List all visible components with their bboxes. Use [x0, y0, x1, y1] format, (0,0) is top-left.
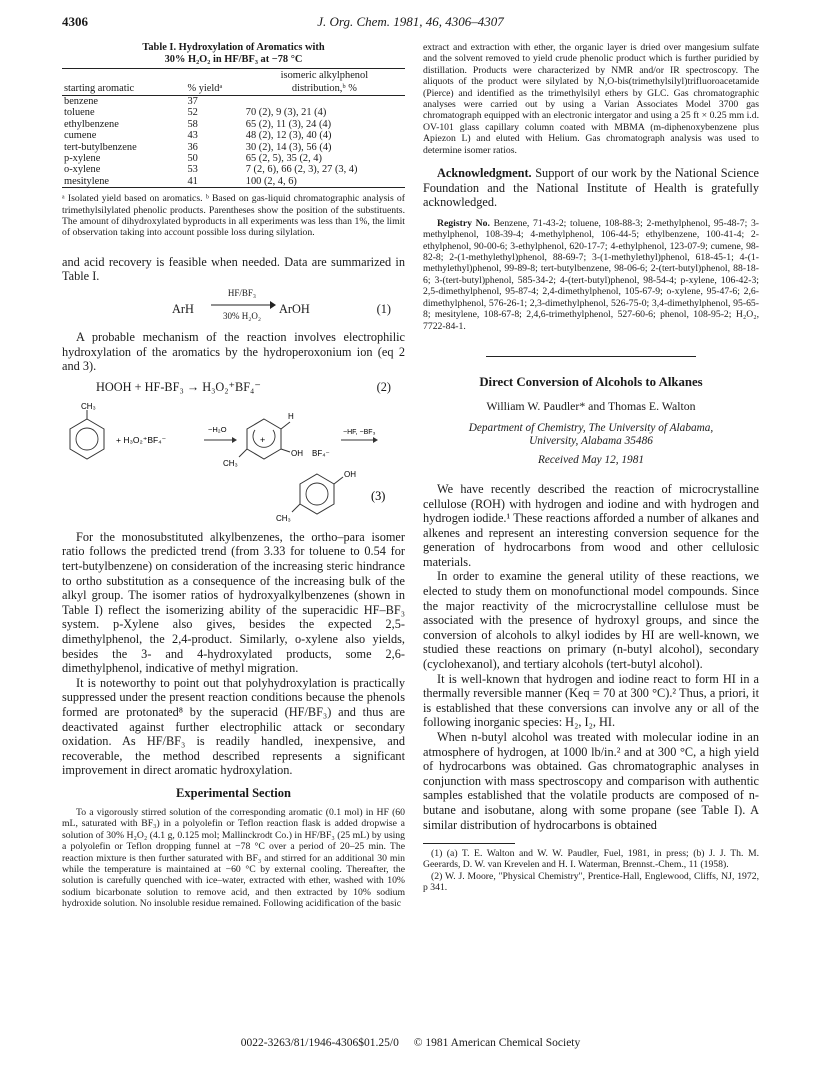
col-header-distribution: distribution,ᵇ % [244, 82, 405, 96]
paragraph: and acid recovery is feasible when needed. Data are summarized in Table I. [62, 254, 405, 284]
table-row [62, 96, 405, 108]
cresol-product-structure [276, 470, 356, 523]
table-1 [62, 68, 405, 188]
table-cell-dist: 65 (2, 5), 35 (2, 4) [245, 153, 322, 165]
table-cell-aromatic: cumene [64, 130, 97, 142]
table-row [62, 119, 405, 130]
paragraph: A probable mechanism of the reaction involves electrophilic hydroxylation of the aromatics by the hydroperoxonium ion (eq 2 and 3). [62, 330, 405, 374]
table-cell-aromatic: benzene [64, 96, 99, 107]
table-row [62, 153, 405, 164]
svg-text:CH₃: CH₃ [223, 458, 238, 468]
table-row [62, 164, 405, 175]
journal-citation: J. Org. Chem. 1981, 46, 4306–4307 [317, 14, 504, 29]
svg-text:OH: OH [291, 448, 303, 458]
toluene-structure [70, 402, 104, 459]
table-cell-aromatic: o-xylene [64, 164, 101, 176]
svg-text:CH₃: CH₃ [276, 513, 291, 523]
table-row [62, 107, 405, 118]
acknowledgment-heading: Acknowledgment. [437, 166, 532, 181]
arrow-icon [341, 437, 378, 443]
equation-2: HOOH + HF-BF₃ → H₃O₂⁺BF₄⁻ (2) [96, 379, 391, 394]
affiliation: Department of Chemistry, The University of Alabama, University, Alabama 35486 [468, 421, 714, 447]
table-cell-yield: 43 [187, 130, 198, 142]
table-cell-dist: 30 (2), 14 (3), 56 (4) [245, 141, 332, 153]
paragraph: We have recently described the reaction of microcrystalline cellulose (ROH) with hydrogen and iodine and with hydrogen and hydrogen iodide.¹ These reactions afforded a number of alkanes and alkenes and represent an interesting conversion sequence for the generation of hydrocarbons from wood and other cellulosic materials. [423, 481, 759, 569]
table-cell-dist [244, 96, 405, 108]
article-code: 0022-3263/81/1946-4306$01.25/0 [240, 1037, 399, 1049]
table-cell-aromatic: p-xylene [64, 153, 101, 165]
arenium-ion-structure [223, 412, 330, 468]
acknowledgment: Acknowledgment. Support of our work by the National Science Foundation and the National Institute of Health is gratefully acknowledged. [423, 166, 759, 210]
table-cell-aromatic: toluene [64, 107, 95, 119]
received-date: Received May 12, 1981 [537, 453, 645, 466]
paragraph: It is noteworthy to point out that polyhydroxylation is practically suppressed under the present reaction conditions because the phenols formed are protonated⁸ by the superacid (HF/BF₃) and thus are deactivated against further electrophilic attack or secondary oxidation. As HF/BF₃ is readily handled, inexpensive, and recoverable, the method described represents a significant improvement in direct aromatic hydroxylation. [62, 675, 405, 778]
copyright: © 1981 American Chemical Society [413, 1037, 581, 1049]
right-column [423, 42, 759, 893]
table-cell-yield: 37 [187, 96, 198, 107]
table-cell-aromatic: tert-butylbenzene [64, 141, 137, 153]
svg-text:(3): (3) [371, 488, 386, 503]
experimental-continued: extract and extraction with ether, the organic layer is dried over mangesium sulfate and the solvent removed to yield crude phenolic product which is further puridied by distillation. Products were characterized by NMR and/or IR spectroscopy. The aliquots of the product were silylated by N,O-bis(trimethylsilyl)trifluoroacetamide (Pierce) and identified as the trimethylsilyl ethers by GLC. Gas chromatographic analyses were carried out by using a Varian Associates Model 3700 gas chromatograph equipped with an electronic intergator and using a 25 ft × 0.25 mm i.d. OV-101 glass capillary column coated with MBMA (m-diphenoxybenzene plus Apiezon L) and eluted with Helium. Gas chromatograph analysis was used to determine isomer ratios. [423, 42, 759, 156]
table-cell-aromatic: ethylbenzene [64, 118, 119, 130]
table-row [62, 176, 405, 188]
col-spanner: isomeric alkylphenol [244, 69, 405, 83]
article-title: Direct Conversion of Alcohols to Alkanes [479, 374, 703, 389]
page-footer [0, 1037, 821, 1049]
equation-1: ArH HF/BF₃ 30% H₂O₂ ArOH (1) [172, 288, 391, 322]
footnote-divider [423, 843, 515, 844]
table-cell-dist: 7 (2, 6), 66 (2, 3), 27 (3, 4) [245, 164, 358, 176]
table-cell-yield: 50 [187, 153, 198, 165]
table-cell-aromatic: mesitylene [62, 176, 185, 188]
table-cell-dist: 100 (2, 4, 6) [244, 176, 405, 188]
paragraph: For the monosubstituted alkylbenzenes, the ortho–para isomer ratio follows the predicted trend (from 3.33 for toluene to 0.54 for tert-butylbenzene) on consideration of the increasing steric hindrance to ortho substitution as a consequence of the increasing bulk of the alkyl group. The isomer ratios of hydroxyalkylbenzenes (shown in Table I) reflect the isomerizing ability of the superacidic HF–BF₃ system. p-Xylene also gives, besides the expected 2,5-dimethylphenol, the 2,4-product. Similarly, o-xylene also yields, besides the 3- and 4-hydroxylated products, some 2,6-dimethylphenol, indicative of methyl migration. [62, 529, 405, 676]
table-cell-yield: 53 [187, 164, 198, 176]
registry-heading: Registry No. [437, 217, 490, 229]
experimental-paragraph: To a vigorously stirred solution of the corresponding aromatic (0.1 mol) in HF (60 mL, saturated with BF₃) in a polyolefin or Teflon reaction flask is added dropwise a solution of 30% H₂O₂ (4.1 g, 0.125 mol; Mallinckrodt Co.) in HF/BF₃ (25 mL) by using a polyolefin or Teflon dropping funnel at −78 °C over a period of 20–25 min. The reaction mixture is then further saturated with BF₃ and stirred for an additional 30 min while the temperature is maintained at −60 °C by external cooling. Thereafter, the solution is carefully quenched with ice–water, extracted with ether, washed with 10% sodium bicarbonate solution to remove acid, and then extracted by 10% sodium hydroxide solution. No insoluble residue remained. Following acidification of the basic [62, 806, 405, 910]
table-caption: Table I. Hydroxylation of Aromatics with 30% H₂O₂ in HF/BF₃ at −78 °C [142, 42, 325, 65]
reaction-arrow [210, 299, 276, 311]
arrow-icon [204, 437, 237, 443]
col-header-aromatic: starting aromatic [62, 82, 185, 96]
reaction-scheme-3 [62, 402, 405, 526]
table-row [62, 142, 405, 153]
table-cell-yield: 41 [185, 176, 243, 188]
svg-text:+: + [260, 434, 266, 445]
left-column [62, 42, 405, 910]
svg-text:−HF, −BF₃: −HF, −BF₃ [343, 428, 376, 436]
svg-text:BF₄⁻: BF₄⁻ [312, 448, 330, 458]
svg-text:OH: OH [344, 469, 356, 479]
authors: William W. Paudler* and Thomas E. Walton [486, 398, 696, 413]
svg-text:CH₃: CH₃ [81, 401, 96, 411]
col-header-yield: % yieldᵃ [185, 82, 243, 96]
table-cell-yield: 52 [187, 107, 198, 119]
table-row [62, 130, 405, 141]
svg-text:H: H [288, 411, 294, 421]
divider [486, 356, 696, 357]
running-header [62, 14, 759, 30]
table-cell-dist: 65 (2), 11 (3), 24 (4) [245, 118, 332, 130]
svg-text:−H₂O: −H₂O [208, 424, 227, 434]
page-number: 4306 [62, 14, 88, 29]
registry-numbers: Registry No. Benzene, 71-43-2; toluene, 108-88-3; 2-methylphenol, 95-48-7; 3-methylphenol, 108-39-4; 4-methylphenol, 106-44-5; ethylbenzene, 100-41-4; 2-ethylphenol, 90-00-6; 3-ethylphenol, 620-17-7; 4-ethylphenol, 123-07-9; cumene, 98-82-8; 2-(1-methylethyl)phenol, 88-69-7; 3-(1-methylethyl)phenol, 618-45-1; 4-(1-methylethyl)phenol, 99-89-8; tert-butylbenzene, 98-06-6; 2-(tert-butyl)phenol, 88-18-6; 3-(tert-butyl)phenol, 585-34-2; 4-(tert-butyl)phenol, 98-54-4; p-xylene, 106-42-3; 2,5-dimethylphenol, 95-87-4; 2,4-dimethylphenol, 105-67-9; o-xylene, 95-47-6; 2,6-dimethylphenol, 576-26-1; 2,3-dimethylphenol, 526-75-0; 3,4-dimethylphenol, 95-65-8; mesitylene, 108-67-8; 2,4,6-trimethylphenol, 527-60-6; phenol, 108-95-2; H₂O₂, 7722-84-1. [423, 217, 760, 332]
svg-text:+ H₃O₂⁺BF₄⁻: + H₃O₂⁺BF₄⁻ [116, 434, 167, 445]
table-cell-dist: 48 (2), 12 (3), 40 (4) [245, 130, 332, 142]
table-cell-dist: 70 (2), 9 (3), 21 (4) [245, 107, 327, 119]
table-body [62, 96, 405, 188]
reference-2: (2) W. J. Moore, "Physical Chemistry", Prentice-Hall, Englewood, Cliffs, NJ, 1972, p 341. [423, 870, 759, 893]
references [423, 848, 759, 893]
paragraph: When n-butyl alcohol was treated with molecular iodine in an atmosphere of hydrogen, at 1000 lb/in.² and at 300 °C, a high yield of hydrocarbons was obtained. Gas chromatographic analyses in conjunction with mass spectroscopy and comparison with authentic samples established that the volatile products are composed of n-butane and isobutane, along with some propane (see Table I). A similar distribution of hydrocarbons is obtained [423, 730, 759, 832]
reference-1: (1) (a) T. E. Walton and W. W. Paudler, Fuel, 1981, in press; (b) J. J. Th. M. Geerards, D. W. van Krevelen and H. I. Waterman, Brennst.-Chem., 11 (1958). [423, 848, 759, 871]
table-cell-yield: 58 [187, 118, 198, 130]
section-heading: Experimental Section [176, 785, 291, 800]
article-body [423, 482, 759, 832]
table-footnote: ᵃ Isolated yield based on aromatics. ᵇ Based on gas-liquid chromatographic analysis of trimethylsilylated phenolic products. Parentheses show the position of the substituents. The amount of dihydroxylated byproducts in all experiments was less than 1%, the limit of observation taking into account possible loss during silylation. [62, 193, 405, 239]
paragraph: In order to examine the general utility of these reactions, we elected to study them on monofunctional model compounds. Since the major reactivity of the microcrystalline cellulose must be associated with the presence of hydroxyl groups, and since the conversion of alcohols to alkyl iodides by HI are well-known, we studied these reactions on primary (n-butyl alcohol), secondary (cyclohexanol), and tertiary alcohols (tert-butyl alcohol). [423, 569, 759, 672]
table-cell-yield: 36 [187, 141, 198, 153]
paragraph: It is well-known that hydrogen and iodine react to form HI in a thermally reversible manner (Keq = 70 at 300 °C).² Thus, a priori, it is established that these conversions can involve any or all of the following inorganic species: H₂, I₂, HI. [423, 671, 759, 730]
